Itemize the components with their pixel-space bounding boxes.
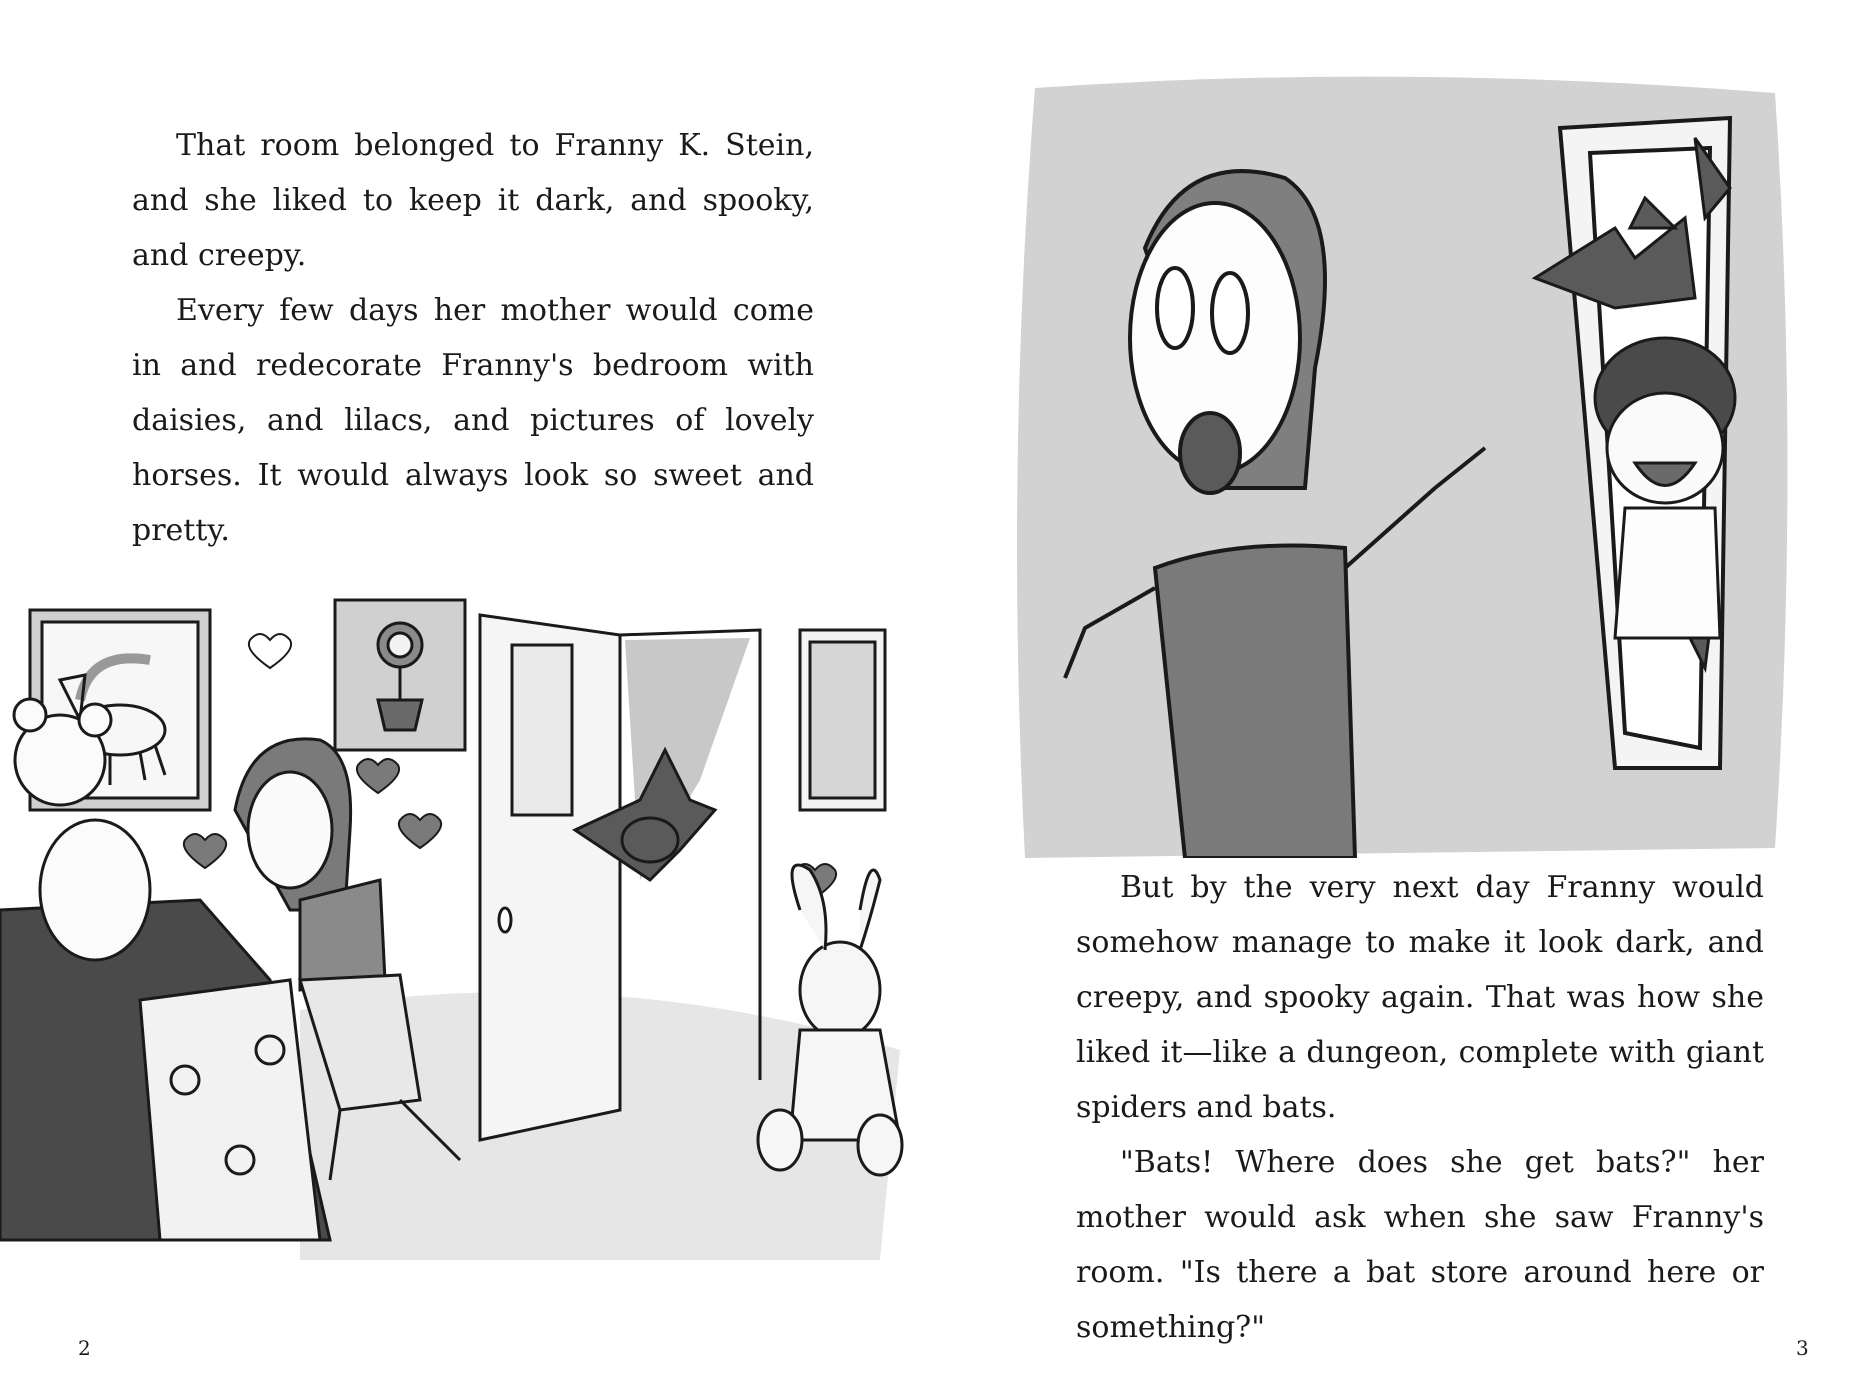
page-number: 3: [1796, 1336, 1809, 1360]
paragraph: That room belonged to Franny K. Stein, and she liked to keep it dark, and spooky, and creepy.: [132, 128, 814, 273]
cat-picture: [800, 630, 885, 810]
paragraph: "Bats! Where does she get bats?" her mother would ask when she saw Franny's room. "Is there a bat store around here or something?": [1076, 1145, 1764, 1345]
right-page: [933, 0, 1866, 1400]
left-page-text: [132, 118, 814, 558]
bedroom-illustration: [0, 580, 933, 1260]
flower-picture: [335, 600, 465, 750]
paragraph: But by the very next day Franny would somehow manage to make it look dark, and creepy, and spooky again. That was how she liked it—like a dungeon, complete with giant spiders and bats.: [1076, 870, 1764, 1125]
right-page-text: [1076, 860, 1764, 1355]
mother-and-franny-illustration: [1015, 68, 1793, 858]
page-number: 2: [78, 1336, 91, 1360]
bed: [0, 900, 330, 1240]
paragraph: Every few days her mother would come in and redecorate Franny's bedroom with daisies, and lilacs, and pictures of lovely horses. It would always look so sweet and pretty.: [132, 293, 814, 548]
